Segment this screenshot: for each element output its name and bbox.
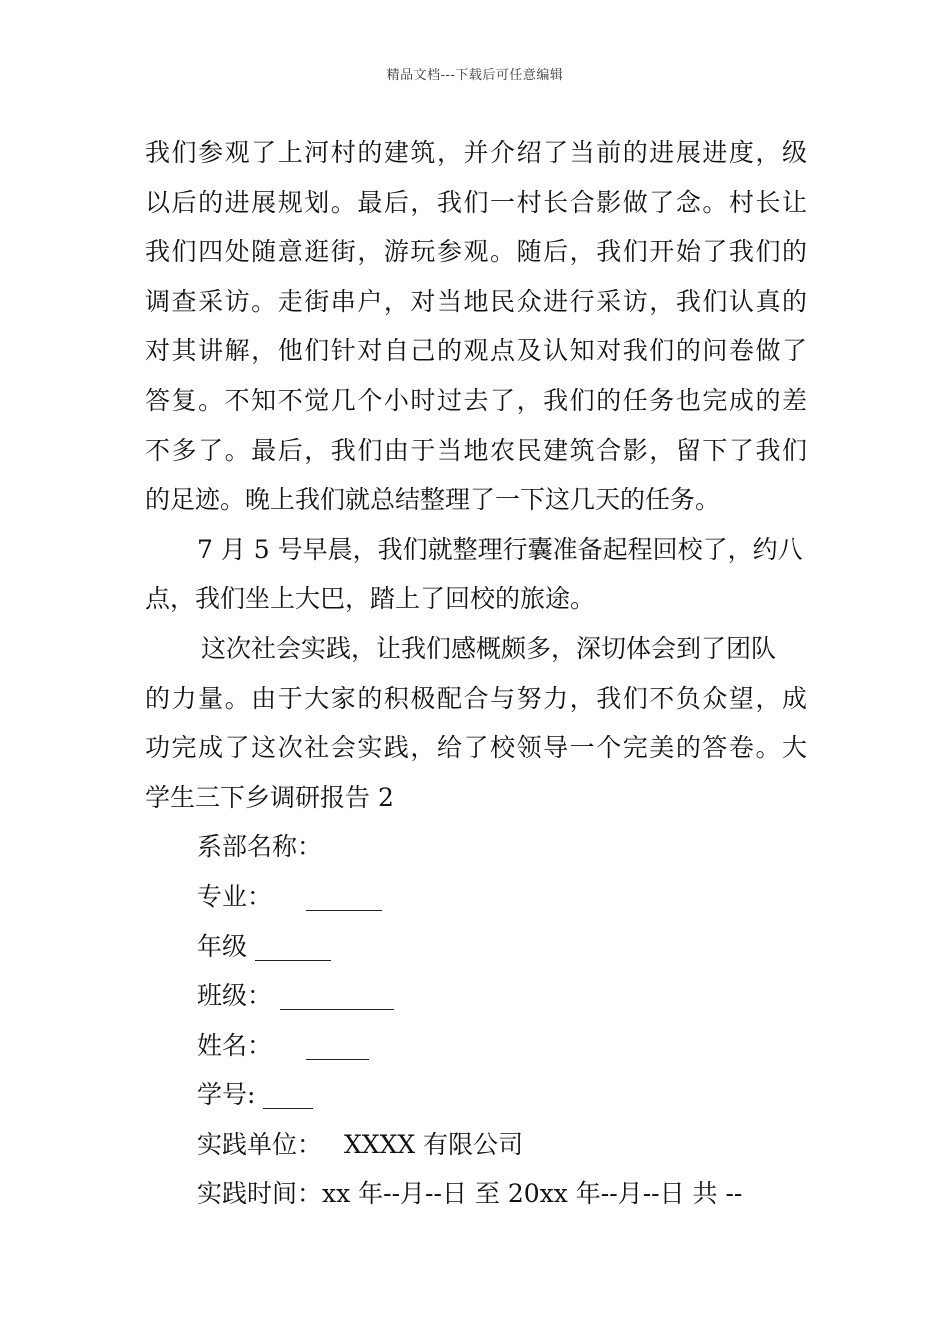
paragraph-line: 答复。不知不觉几个小时过去了，我们的任务也完成的差 bbox=[145, 385, 807, 415]
paragraph-line: 不多了。最后，我们由于当地农民建筑合影，留下了我们 bbox=[145, 435, 807, 465]
unit-row bbox=[145, 1120, 807, 1170]
paragraph-2 bbox=[145, 525, 807, 624]
department-label: 系部名称： bbox=[197, 832, 323, 862]
grade-row bbox=[145, 922, 807, 972]
paragraph-line: 功完成了这次社会实践，给了校领导一个完美的答卷。大 bbox=[145, 733, 807, 763]
paragraph-line: 的力量。由于大家的积极配合与努力，我们不负众望，成 bbox=[145, 683, 807, 713]
name-blank bbox=[306, 1057, 369, 1060]
paragraph-line: 调查采访。走街串户，对当地民众进行采访，我们认真的 bbox=[145, 286, 807, 316]
department-row bbox=[145, 822, 807, 872]
time-label: 实践时间： bbox=[197, 1179, 323, 1209]
paragraph-line: 的足迹。晚上我们就总结整理了一下这几天的任务。 bbox=[145, 485, 721, 515]
paragraph-3 bbox=[145, 624, 807, 822]
paragraph-line: 我们四处随意逛街，游玩参观。随后，我们开始了我们的 bbox=[145, 237, 807, 267]
major-row bbox=[145, 872, 807, 922]
time-row bbox=[145, 1169, 807, 1219]
paragraph-line: 以后的进展规划。最后，我们一村长合影做了念。村长让 bbox=[145, 187, 807, 217]
class-blank bbox=[280, 1007, 394, 1010]
time-value: xx 年--月--日 至 20xx 年--月--日 共 -- bbox=[322, 1179, 743, 1209]
grade-blank bbox=[255, 958, 331, 961]
section-title: 学生三下乡调研报告 2 bbox=[145, 782, 394, 812]
paragraph-1 bbox=[145, 128, 807, 525]
unit-label: 实践单位： bbox=[197, 1129, 323, 1159]
paragraph-line: 对其讲解，他们针对自己的观点及认知对我们的问卷做了 bbox=[145, 336, 807, 366]
name-row bbox=[145, 1021, 807, 1071]
grade-label: 年级 bbox=[197, 931, 248, 961]
document-body bbox=[145, 128, 807, 1219]
major-blank bbox=[306, 908, 382, 911]
paragraph-line: 这次社会实践，让我们感概颇多，深切体会到了团队 bbox=[201, 633, 777, 663]
student-id-blank bbox=[263, 1106, 313, 1109]
paragraph-line: 点，我们坐上大巴，踏上了回校的旅途。 bbox=[145, 584, 596, 614]
info-form bbox=[145, 822, 807, 1219]
page-header: 精品文档---下载后可任意编辑 bbox=[386, 68, 564, 83]
major-label: 专业： bbox=[197, 881, 273, 911]
unit-value: XXXX 有限公司 bbox=[343, 1129, 524, 1159]
student-id-label: 学号: bbox=[197, 1080, 256, 1110]
paragraph-line: 我们参观了上河村的建筑，并介绍了当前的进展进度，级 bbox=[145, 138, 807, 167]
student-id-row bbox=[145, 1070, 807, 1120]
class-label: 班级： bbox=[197, 981, 273, 1011]
class-row bbox=[145, 971, 807, 1021]
paragraph-line: 7 月 5 号早晨，我们就整理行囊准备起程回校了，约八 bbox=[197, 534, 803, 564]
name-label: 姓名： bbox=[197, 1030, 273, 1060]
